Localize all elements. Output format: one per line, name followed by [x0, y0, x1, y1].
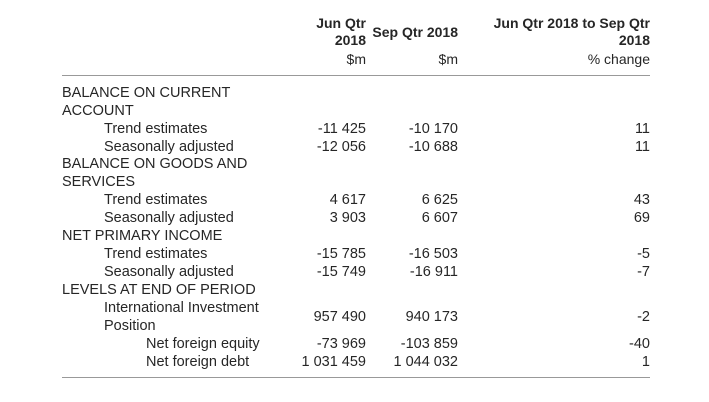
row-label: International Investment — [104, 300, 259, 316]
row-label: Seasonally adjusted — [104, 210, 234, 226]
section-label: SERVICES — [62, 174, 136, 190]
section-label: LEVELS AT END OF PERIOD — [62, 282, 256, 298]
balance-of-payments-table — [62, 0, 650, 402]
row-label: Position — [104, 318, 156, 334]
row-label: Trend estimates — [104, 121, 208, 137]
cell-change: 69 — [633, 210, 650, 226]
cell-jun: 1 031 459 — [301, 354, 366, 370]
cell-jun: -73 969 — [316, 336, 366, 352]
row-label: Trend estimates — [104, 246, 208, 262]
cell-jun: -15 749 — [316, 264, 366, 280]
cell-change: -5 — [637, 246, 650, 262]
cell-sep: -10 170 — [408, 121, 458, 137]
cell-sep: 6 607 — [421, 210, 458, 226]
footer-rule — [62, 377, 650, 378]
cell-sep: 6 625 — [421, 192, 458, 208]
cell-jun: 3 903 — [329, 210, 366, 226]
cell-change: -7 — [637, 264, 650, 280]
cell-jun: -15 785 — [316, 246, 366, 262]
cell-change: 11 — [634, 139, 650, 155]
cell-change: 43 — [633, 192, 650, 208]
section-label: BALANCE ON CURRENT — [62, 85, 231, 101]
row-label: Trend estimates — [104, 192, 208, 208]
cell-sep: -10 688 — [408, 139, 458, 155]
section-label: ACCOUNT — [62, 103, 134, 119]
cell-sep: 1 044 032 — [393, 354, 458, 370]
cell-jun: 4 617 — [329, 192, 366, 208]
header-sep-unit: $m — [438, 51, 458, 67]
row-label: Net foreign debt — [146, 354, 250, 370]
cell-change: 11 — [634, 121, 650, 137]
cell-jun: -11 425 — [317, 121, 366, 137]
header-rule — [62, 75, 650, 76]
header-jun-line1: Jun Qtr — [316, 15, 366, 31]
header-jun-unit: $m — [346, 51, 366, 67]
section-label: NET PRIMARY INCOME — [62, 228, 223, 244]
row-label: Seasonally adjusted — [104, 139, 234, 155]
cell-sep: -103 859 — [400, 336, 458, 352]
cell-change: -2 — [637, 309, 650, 325]
header-change-line1: Jun Qtr 2018 to Sep Qtr — [493, 15, 650, 31]
row-label: Net foreign equity — [146, 336, 260, 352]
cell-sep: -16 911 — [409, 264, 458, 280]
header-change-line2: 2018 — [618, 32, 650, 48]
cell-jun: 957 490 — [313, 309, 366, 325]
cell-sep: -16 503 — [408, 246, 458, 262]
cell-change: 1 — [641, 354, 650, 370]
cell-jun: -12 056 — [316, 139, 366, 155]
cell-sep: 940 173 — [405, 309, 458, 325]
header-sep: Sep Qtr 2018 — [372, 24, 458, 40]
row-label: Seasonally adjusted — [104, 264, 234, 280]
header-change-unit: % change — [587, 51, 650, 67]
header-jun-line2: 2018 — [334, 32, 366, 48]
section-label: BALANCE ON GOODS AND — [62, 156, 248, 172]
cell-change: -40 — [629, 336, 650, 352]
